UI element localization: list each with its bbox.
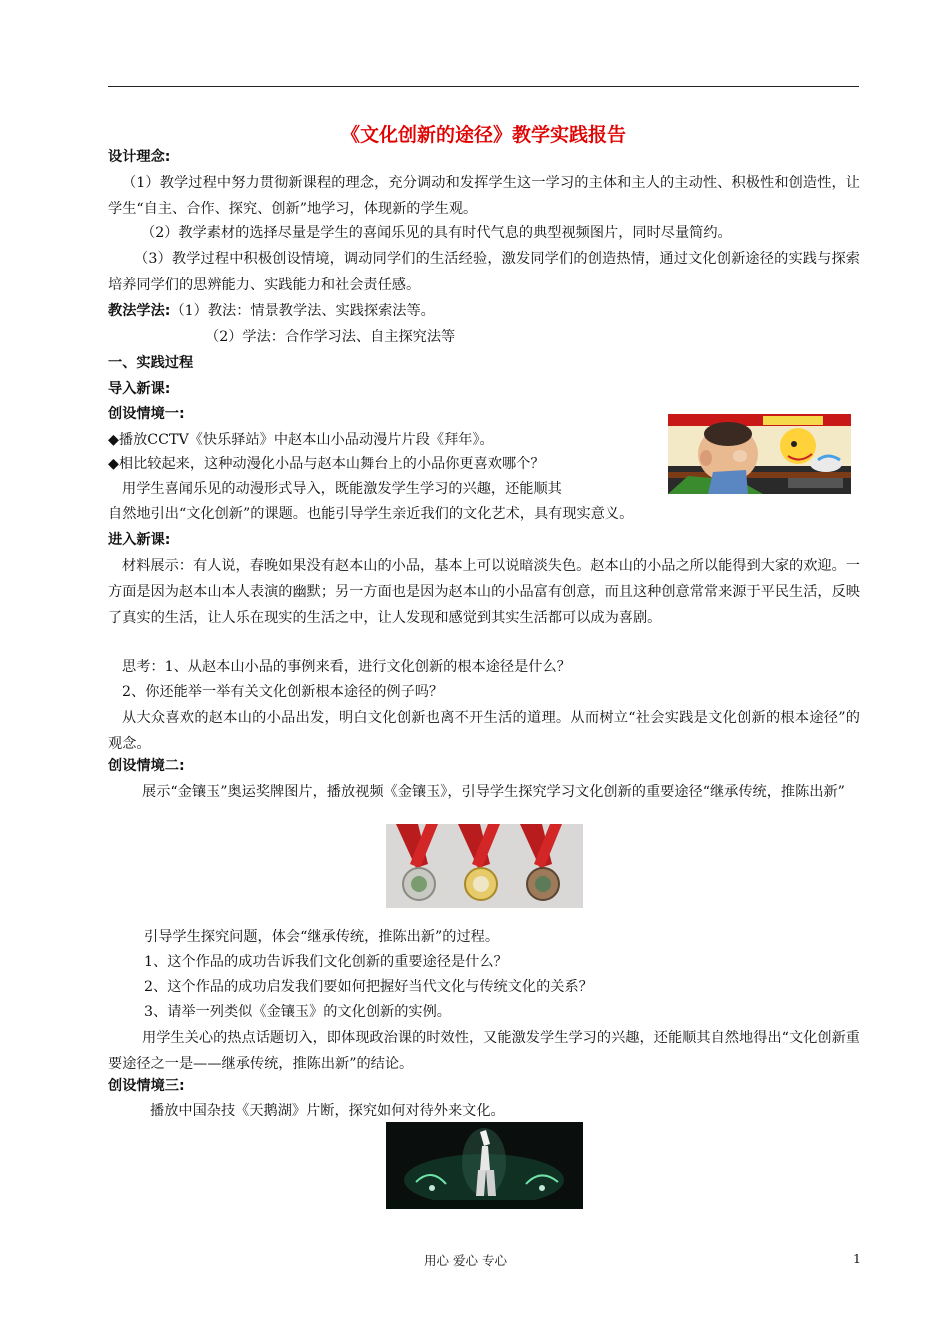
scene2-question-1: 1、这个作品的成功告诉我们文化创新的重要途径是什么？ [144,954,508,970]
header-rule [108,86,859,87]
scene1-bullet-2: ◆相比较起来，这种动漫化小品与赵本山舞台上的小品你更喜欢哪个？ [108,456,545,472]
method-learning: （2）学法：合作学习法、自主探究法等 [205,329,456,345]
section-practice: 一、实践过程 [108,355,194,371]
material-paragraph: 材料展示：有人说，春晚如果没有赵本山的小品，基本上可以说暗淡失色。赵本山的小品之所以能得到大家的欢迎。一方面是因为赵本山本人表演的幽默；另一方面也是因为赵本山的小品富有创意，而且这种创意常常来源于平民生活，反映了真实的生活，让人乐在现实的生活之中，让人发现和感觉到其实生活都可以成为喜剧。 [108,558,860,626]
design-heading: 设计理念: [108,149,171,165]
cartoon-graphic [668,414,851,494]
think-question-2: 2、你还能举一举有关文化创新根本途径的例子吗？ [122,684,444,700]
acrobatics-image [386,1122,583,1209]
design-paragraph-1: （1）教学过程中努力贯彻新课程的理念，充分调动和发挥学生这一学习的主体和主人的主动性、积极性和创造性，让学生“自主、合作、探究、创新”地学习，体现新的学生观。 [108,175,860,217]
conclusion-paragraph: 从大众喜欢的赵本山的小品出发，明白文化创新也离不开生活的道理。从而树立“社会实践是文化创新的根本途径”的观念。 [108,710,860,752]
scene2-question-2: 2、这个作品的成功启发我们要如何把握好当代文化与传统文化的关系？ [144,979,593,995]
scene1-bullet-1: ◆播放CCTV《快乐驿站》中赵本山小品动漫片片段《拜年》。 [108,432,494,448]
design-paragraph-2: （2）教学素材的选择尽量是学生的喜闻乐见的具有时代气息的典型视频图片，同时尽量简约。 [141,225,732,241]
method-line-1 [108,302,435,321]
footer-motto: 用心 爱心 专心 [424,1253,507,1268]
acrobatics-graphic [386,1122,583,1209]
medals-graphic [386,824,583,908]
scene3-heading: 创设情境三: [108,1078,185,1094]
method-heading: 教法学法: [108,303,171,319]
scene2-question-3: 3、请举一列类似《金镶玉》的文化创新的实例。 [144,1004,451,1020]
medals-image [386,824,583,908]
enter-heading: 进入新课: [108,532,171,548]
scene2-conclusion: 用学生关心的热点话题切入，即体现政治课的时效性，又能激发学生学习的兴趣，还能顺其自然地得出“文化创新重要途径之一是——继承传统，推陈出新”的结论。 [108,1030,860,1072]
page-number: 1 [853,1251,861,1266]
cartoon-image [668,414,851,494]
scene1-paragraph-1: 用学生喜闻乐见的动漫形式导入，既能激发学生学习的兴趣，还能顺其 [122,481,562,497]
document-title: 《文化创新的途径》教学实践报告 [340,124,626,146]
design-paragraph-3: （3）教学过程中积极创设情境，调动同学们的生活经验，激发同学们的创造热情，通过文化创新途径的实践与探索培养同学们的思辨能力、实践能力和社会责任感。 [108,251,860,293]
method-teaching: （1）教法：情景教学法、实践探索法等。 [170,303,435,319]
scene3-paragraph: 播放中国杂技《天鹅湖》片断，探究如何对待外来文化。 [150,1103,505,1119]
intro-heading: 导入新课: [108,381,171,397]
scene1-paragraph-2: 自然地引出“文化创新”的课题。也能引导学生亲近我们的文化艺术，具有现实意义。 [108,506,634,522]
think-question-1: 思考：1、从赵本山小品的事例来看，进行文化创新的根本途径是什么？ [122,659,571,675]
scene2-lead: 引导学生探究问题，体会“继承传统，推陈出新”的过程。 [144,929,500,945]
scene2-heading: 创设情境二: [108,758,185,774]
scene1-heading: 创设情境一: [108,406,185,422]
scene2-paragraph: 展示“金镶玉”奥运奖牌图片，播放视频《金镶玉》，引导学生探究学习文化创新的重要途径“继承传统，推陈出新” [142,784,845,800]
